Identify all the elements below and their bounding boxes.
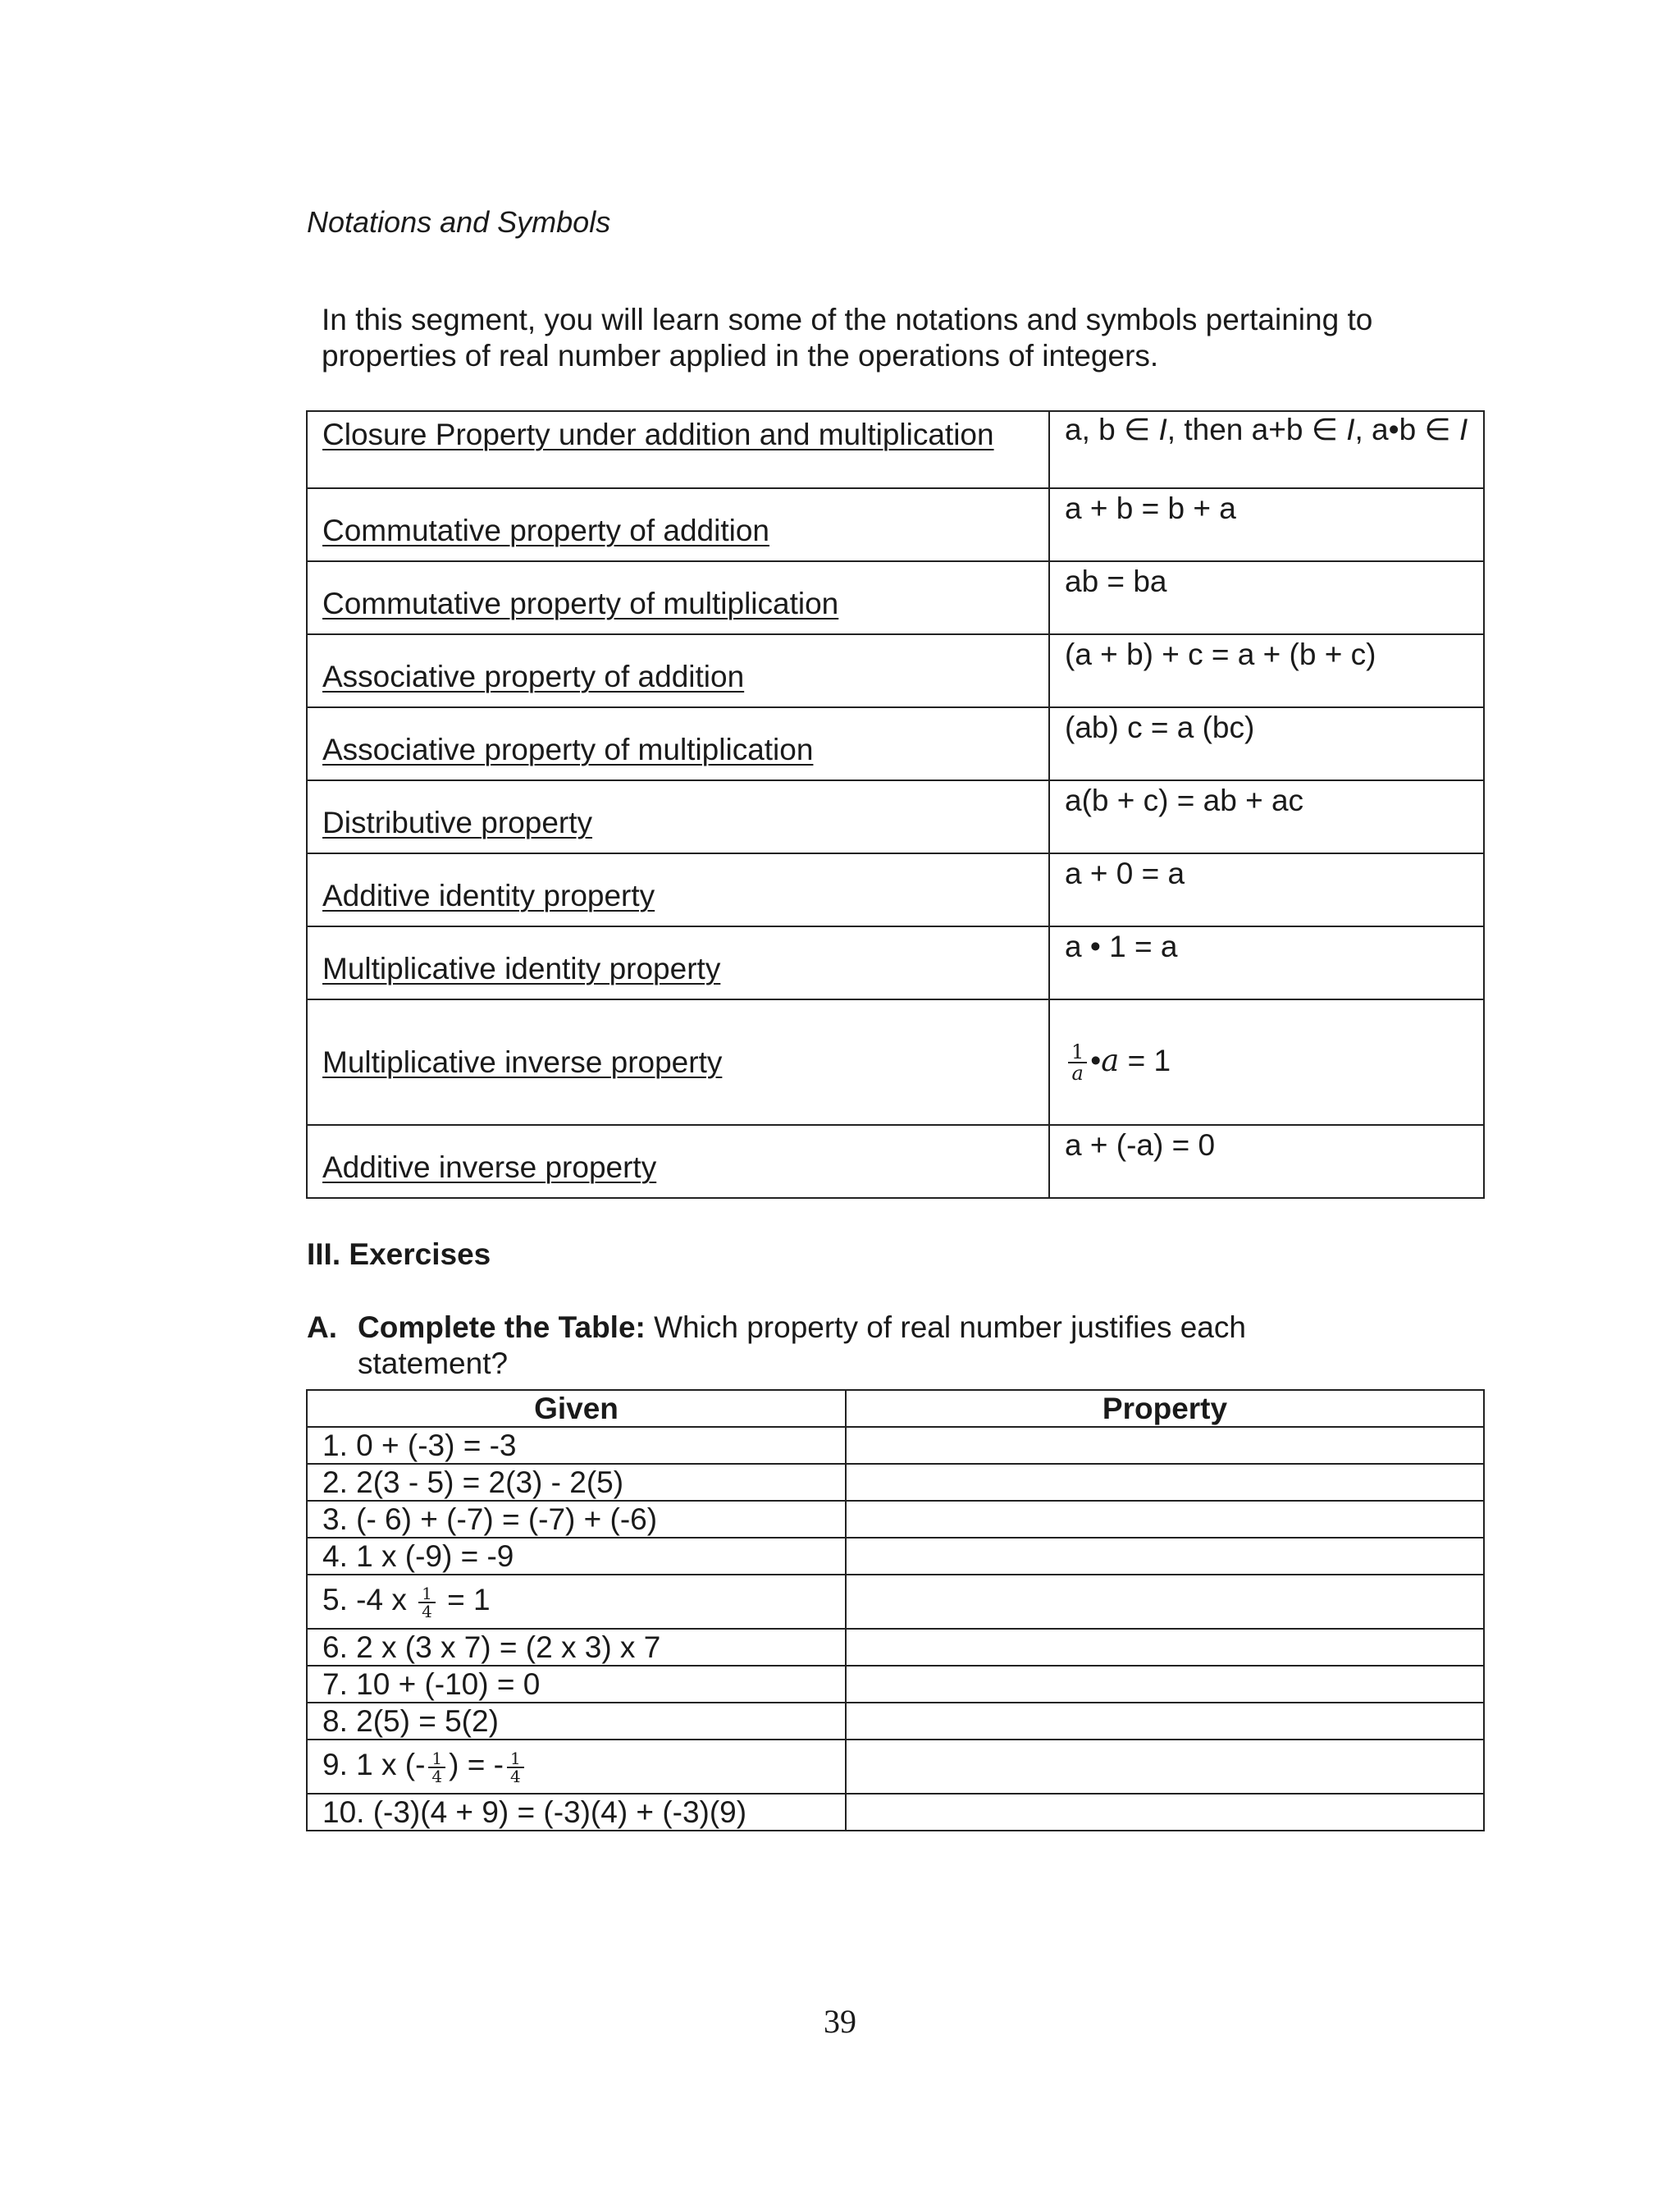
property-answer-cell[interactable] <box>846 1427 1484 1464</box>
given-cell: 9. 1 x (- $\frac{1}{4}$ ) = - $\frac{1}{4}$ <box>307 1740 846 1794</box>
table-row <box>307 1464 1484 1501</box>
exercise-question: Which property of real number justifies each <box>645 1310 1246 1344</box>
exercise-table <box>306 1389 1485 1831</box>
property-row <box>307 1125 1484 1198</box>
properties-table <box>306 410 1485 1199</box>
page-number: 39 <box>824 2003 856 2040</box>
property-name: Associative property of multiplication <box>307 707 1049 780</box>
property-notation: a • 1 = a <box>1049 926 1484 999</box>
property-name: Additive inverse property <box>307 1125 1049 1198</box>
property-name: Multiplicative inverse property <box>307 999 1049 1125</box>
property-notation: a(b + c) = ab + ac <box>1049 780 1484 853</box>
given-cell: 1. 0 + (-3) = -3 <box>307 1427 846 1464</box>
table-row <box>307 1794 1484 1831</box>
fraction: $\frac{1}{4}$ <box>507 1750 524 1785</box>
table-row <box>307 1538 1484 1575</box>
property-notation: a + (-a) = 0 <box>1049 1125 1484 1198</box>
property-header: Property <box>846 1390 1484 1427</box>
given-header: Given <box>307 1390 846 1427</box>
property-row <box>307 780 1484 853</box>
given-cell: 6. 2 x (3 x 7) = (2 x 3) x 7 <box>307 1629 846 1666</box>
property-row <box>307 707 1484 780</box>
property-answer-cell[interactable] <box>846 1703 1484 1740</box>
exercise-label: A. <box>307 1310 337 1344</box>
given-cell: 7. 10 + (-10) = 0 <box>307 1666 846 1703</box>
fraction: $\frac{1}{4}$ <box>428 1750 445 1785</box>
exercise-title: Complete the Table: <box>358 1310 646 1344</box>
property-notation: $\frac{1}{a}$ •a = 1 <box>1049 999 1484 1125</box>
property-row <box>307 926 1484 999</box>
property-notation: a + b = b + a <box>1049 488 1484 561</box>
exercise-question-cont: statement? <box>358 1346 509 1380</box>
property-row <box>307 999 1484 1125</box>
table-row <box>307 1666 1484 1703</box>
property-name: Additive identity property <box>307 853 1049 926</box>
table-header-row <box>307 1390 1484 1427</box>
property-answer-cell[interactable] <box>846 1538 1484 1575</box>
exercises-heading: III. Exercises <box>307 1237 491 1271</box>
given-cell: 4. 1 x (-9) = -9 <box>307 1538 846 1575</box>
property-answer-cell[interactable] <box>846 1575 1484 1629</box>
property-row <box>307 411 1484 488</box>
table-row <box>307 1629 1484 1666</box>
property-notation: a, b ∈ I, then a+b ∈ I, a•b ∈ I <box>1049 411 1484 488</box>
property-notation: (a + b) + c = a + (b + c) <box>1049 634 1484 707</box>
intro-paragraph: In this segment, you will learn some of the notations and symbols pertaining to properties of real number applied in the operations of integers. <box>322 303 1373 373</box>
table-row <box>307 1703 1484 1740</box>
property-row <box>307 488 1484 561</box>
table-row <box>307 1501 1484 1538</box>
property-answer-cell[interactable] <box>846 1629 1484 1666</box>
given-cell: 10. (-3)(4 + 9) = (-3)(4) + (-3)(9) <box>307 1794 846 1831</box>
given-cell: 2. 2(3 - 5) = 2(3) - 2(5) <box>307 1464 846 1501</box>
property-name: Multiplicative identity property <box>307 926 1049 999</box>
property-answer-cell[interactable] <box>846 1740 1484 1794</box>
given-cell: 8. 2(5) = 5(2) <box>307 1703 846 1740</box>
property-notation: ab = ba <box>1049 561 1484 634</box>
table-row <box>307 1427 1484 1464</box>
property-row <box>307 561 1484 634</box>
property-name: Associative property of addition <box>307 634 1049 707</box>
property-row <box>307 634 1484 707</box>
property-answer-cell[interactable] <box>846 1794 1484 1831</box>
fraction: $\frac{1}{a}$ <box>1068 1042 1087 1083</box>
property-answer-cell[interactable] <box>846 1666 1484 1703</box>
property-name: Closure Property under addition and multiplication <box>307 411 1049 488</box>
property-row <box>307 853 1484 926</box>
given-cell: 5. -4 x $\frac{1}{4}$ = 1 <box>307 1575 846 1629</box>
table-row <box>307 1575 1484 1629</box>
property-name: Commutative property of addition <box>307 488 1049 561</box>
property-name: Distributive property <box>307 780 1049 853</box>
property-answer-cell[interactable] <box>846 1501 1484 1538</box>
property-notation: a + 0 = a <box>1049 853 1484 926</box>
exercise-a-instructions <box>307 1310 1455 1382</box>
property-answer-cell[interactable] <box>846 1464 1484 1501</box>
table-row <box>307 1740 1484 1794</box>
property-name: Commutative property of multiplication <box>307 561 1049 634</box>
fraction: $\frac{1}{4}$ <box>418 1585 436 1620</box>
section-title: Notations and Symbols <box>307 205 611 239</box>
property-notation: (ab) c = a (bc) <box>1049 707 1484 780</box>
given-cell: 3. (- 6) + (-7) = (-7) + (-6) <box>307 1501 846 1538</box>
